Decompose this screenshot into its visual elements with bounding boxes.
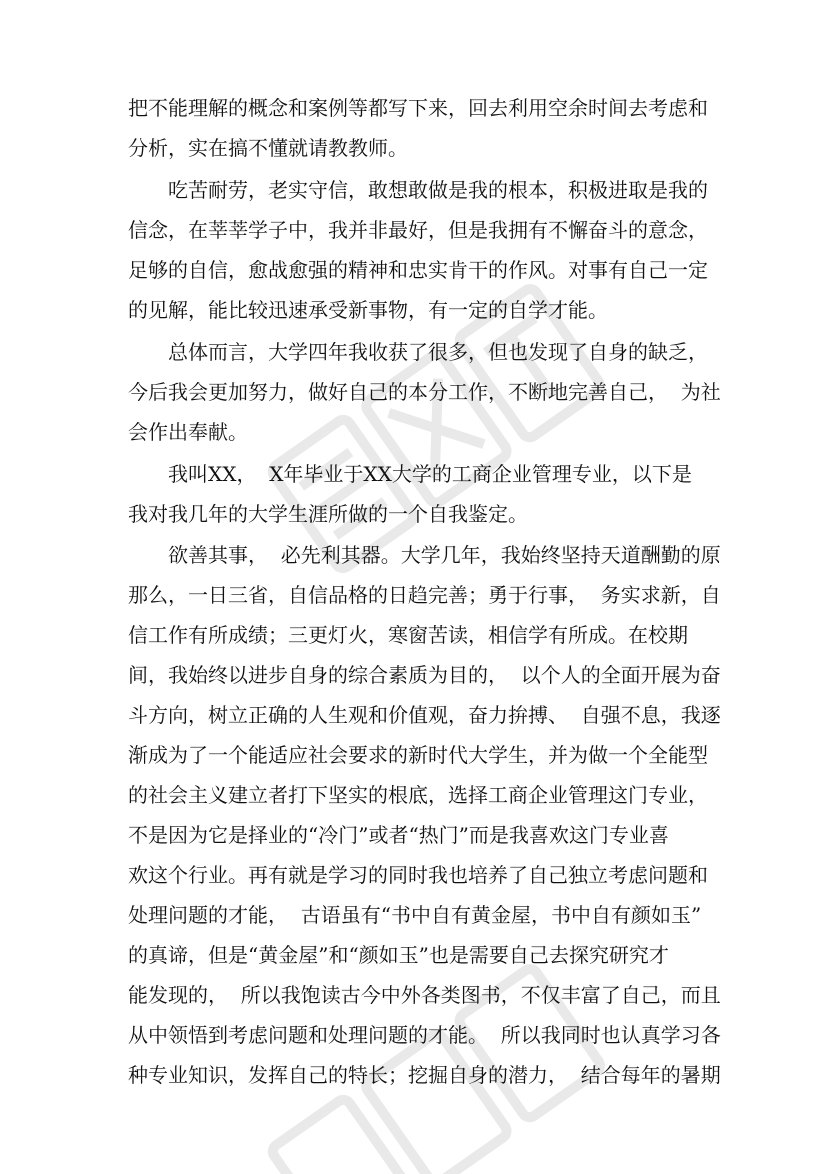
text-line: 的见解，能比较迅速承受新事物，有一定的自学才能。 — [128, 298, 608, 322]
text-line: 不是因为它是择业的“冷门”或者“热门”而是我喜欢这门专业喜 — [128, 823, 669, 847]
text-line: 斗方向，树立正确的人生观和价值观，奋力拚搏、 自强不息，我逐 — [128, 703, 721, 727]
text-line: 的真谛，但是“黄金屋”和“颜如玉”也是需要自己去探究研究才 — [128, 943, 669, 967]
text-line: 会作出奉献。 — [128, 420, 248, 444]
text-line: 处理问题的才能， 古语虽有“书中自有黄金屋，书中自有颜如玉” — [128, 903, 702, 927]
text-line: 分析，实在搞不懂就请教教师。 — [128, 136, 408, 160]
text-line: 我对我几年的大学生涯所做的一个自我鉴定。 — [128, 502, 528, 526]
text-line: 种专业知识，发挥自己的特长；挖掘自身的潜力， 结合每年的暑期 — [128, 1063, 721, 1087]
text-line: 从中领悟到考虑问题和处理问题的才能。 所以我同时也认真学习各 — [128, 1023, 721, 1047]
text-line: 间，我始终以进步自身的综合素质为目的， 以个人的全面开展为奋 — [128, 663, 721, 687]
text-line: 今后我会更加努力，做好自己的本分工作，不断地完善自己， 为社 — [128, 380, 721, 404]
text-line: 能发现的， 所以我饱读古今中外各类图书，不仅丰富了自己，而且 — [128, 983, 721, 1007]
text-line: 信念，在莘莘学子中，我并非最好，但是我拥有不懈奋斗的意念， — [128, 218, 708, 242]
text-line: 吃苦耐劳，老实守信，敢想敢做是我的根本，积极进取是我的 — [168, 178, 708, 202]
text-line: 我叫XX， X年毕业于XX大学的工商企业管理专业，以下是 — [168, 462, 692, 486]
text-line: 总体而言，大学四年我收获了很多，但也发现了自身的缺乏， — [168, 340, 708, 364]
text-line: 的社会主义建立者打下坚实的根底，选择工商企业管理这门专业， — [128, 783, 708, 807]
text-line: 把不能理解的概念和案例等都写下来，回去利用空余时间去考虑和 — [128, 96, 708, 120]
text-line: 那么，一日三省，自信品格的日趋完善；勇于行事， 务实求新，自 — [128, 583, 721, 607]
text-line: 欢这个行业。再有就是学习的同时我也培养了自己独立考虑问题和 — [128, 863, 708, 887]
text-line: 渐成为了一个能适应社会要求的新时代大学生，并为做一个全能型 — [128, 743, 708, 767]
text-line: 足够的自信，愈战愈强的精神和忠实肯干的作风。对事有自己一定 — [128, 258, 708, 282]
text-line: 信工作有所成绩；三更灯火，寒窗苦读，相信学有所成。在校期 — [128, 623, 688, 647]
text-line: 欲善其事， 必先利其器。大学几年，我始终坚持天道酬勤的原 — [168, 543, 721, 567]
